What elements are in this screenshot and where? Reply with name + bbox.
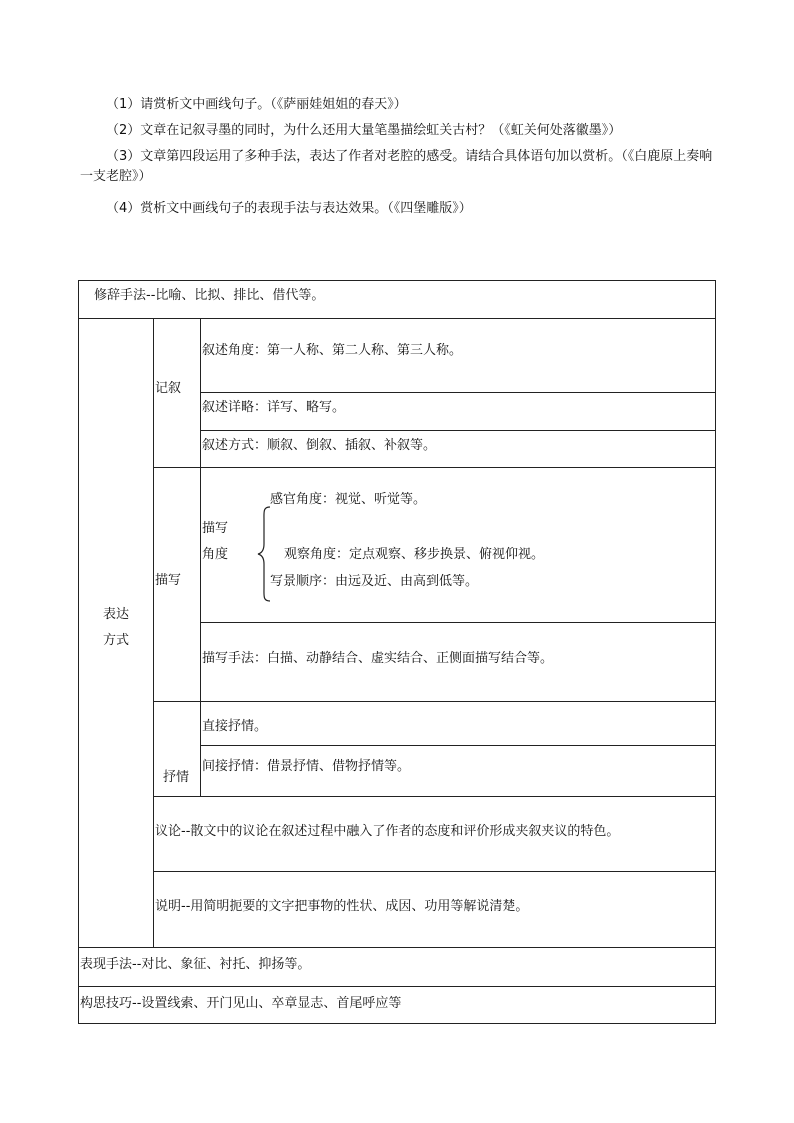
lyric-direct: 直接抒情。	[202, 719, 268, 734]
lyric-indirect: 间接抒情：借景抒情、借物抒情等。	[202, 759, 411, 774]
question-2: （2）文章在记叙寻墨的同时，为什么还用大量笔墨描绘虹关古村？（《虹关何处落徽墨》）	[106, 123, 622, 138]
lyric-label: 抒情	[163, 770, 190, 785]
rhetoric-text: 修辞手法--比喻、比拟、排比、借代等。	[94, 288, 325, 303]
question-1: （1）请赏析文中画线句子。（《萨丽娃姐姐的春天》）	[106, 97, 407, 112]
description-observe: 观察角度：定点观察、移步换景、俯视仰视。	[284, 547, 545, 562]
row-divider	[78, 318, 716, 319]
narration-perspective: 叙述角度：第一人称、第二人称、第三人称。	[202, 343, 463, 358]
conception-text: 构思技巧--设置线索、开门见山、卒章显志、首尾呼应等	[80, 996, 402, 1011]
expression-label-line2: 方式	[102, 633, 129, 648]
argument-text: 议论--散文中的议论在叙述过程中融入了作者的态度和评价形成夹叙夹议的特色。	[155, 824, 620, 839]
row-divider	[78, 986, 716, 987]
description-order: 写景顺序：由远及近、由高到低等。	[270, 574, 479, 589]
question-4: （4）赏析文中画线句子的表现手法与表达效果。（《四堡雕版》）	[106, 201, 472, 216]
expression-label-line1: 表达	[102, 607, 129, 622]
column-divider	[200, 318, 201, 797]
column-divider	[153, 318, 154, 948]
description-angle-label-line1: 描写	[202, 521, 229, 536]
narration-method: 叙述方式：顺叙、倒叙、插叙、补叙等。	[202, 438, 437, 453]
performance-text: 表现手法--对比、象征、衬托、抑扬等。	[80, 957, 311, 972]
row-divider	[200, 430, 716, 431]
description-label: 描写	[155, 573, 182, 588]
table-border-top	[78, 280, 716, 281]
description-angle-label-line2: 角度	[202, 547, 229, 562]
description-technique: 描写手法：白描、动静结合、虚实结合、正侧面描写结合等。	[202, 651, 554, 666]
row-divider	[153, 871, 716, 872]
table-border-left	[78, 280, 79, 1024]
table-border-bottom	[78, 1023, 716, 1024]
narration-detail: 叙述详略：详写、略写。	[202, 400, 346, 415]
row-divider	[153, 796, 716, 797]
row-divider	[200, 392, 716, 393]
row-divider	[78, 947, 716, 948]
explanation-text: 说明--用简明扼要的文字把事物的性状、成因、功用等解说清楚。	[155, 899, 529, 914]
question-3: （3）文章第四段运用了多种手法，表达了作者对老腔的感受。请结合具体语句加以赏析。（《白鹿原上奏响一支老腔》）	[80, 149, 713, 184]
row-divider	[200, 622, 716, 623]
description-sense: 感官角度：视觉、听觉等。	[270, 492, 427, 507]
row-divider	[153, 467, 716, 468]
row-divider	[200, 745, 716, 746]
narration-label: 记叙	[155, 381, 182, 396]
row-divider	[153, 701, 716, 702]
